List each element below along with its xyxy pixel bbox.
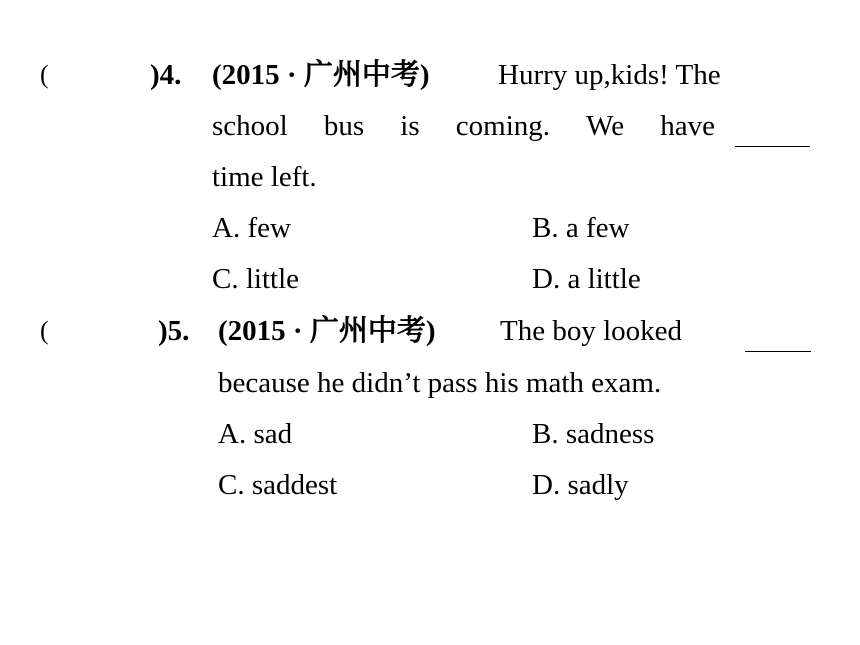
question-stem-line-2	[212, 109, 715, 143]
stem-word: is	[400, 110, 420, 142]
question-stem-line-2: because he didn’t pass his math exam.	[218, 367, 662, 399]
question-stem-line-3: time left.	[212, 161, 317, 193]
question-stem-line-1: Hurry up,kids! The	[498, 59, 721, 91]
option-b: B. sadness	[532, 418, 655, 450]
stem-word: coming.	[455, 110, 551, 142]
answer-open-paren: (	[40, 316, 49, 345]
stem-word: We	[586, 110, 625, 142]
question-number: )5.	[158, 315, 190, 347]
stem-word: have	[660, 110, 715, 142]
option-b: B. a few	[532, 212, 630, 244]
answer-open-paren: (	[40, 60, 49, 89]
option-c: C. little	[212, 263, 299, 295]
answer-blank	[735, 146, 810, 147]
stem-word: bus	[323, 110, 365, 142]
option-d: D. sadly	[532, 469, 629, 501]
question-source: (2015 · 广州中考)	[212, 59, 430, 91]
option-a: A. few	[212, 212, 291, 244]
stem-word: school	[212, 110, 288, 142]
question-number: )4.	[150, 59, 182, 91]
question-source: (2015 · 广州中考)	[218, 315, 436, 347]
option-d: D. a little	[532, 263, 641, 295]
question-stem-line-1: The boy looked	[500, 315, 683, 347]
option-c: C. saddest	[218, 469, 338, 501]
option-a: A. sad	[218, 418, 293, 450]
answer-blank	[745, 351, 811, 352]
